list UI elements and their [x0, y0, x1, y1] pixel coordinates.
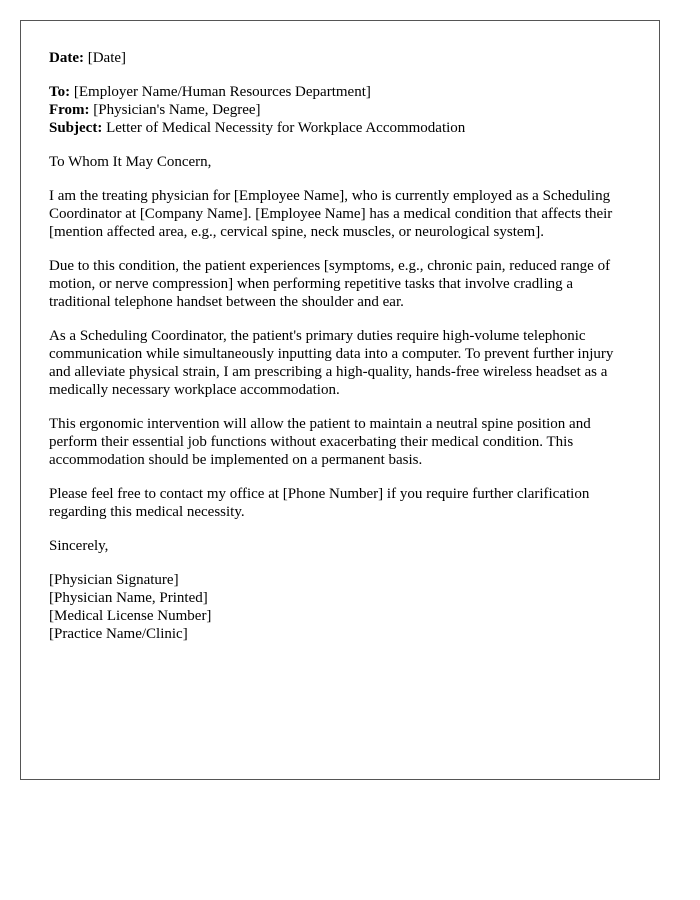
signature-block: [49, 571, 631, 643]
paragraph-duties: As a Scheduling Coordinator, the patient's primary duties require high-volume telephonic communication while simultaneously inputting data into a computer. To prevent further injury and alleviate physical strain, I am prescribing a high-quality, hands-free wireless headset as a medically necessary workplace accommodation.: [49, 328, 614, 398]
subject-label: Subject:: [49, 120, 103, 136]
paragraph-intervention: This ergonomic intervention will allow the patient to maintain a neutral spine position and perform their essential job functions without exacerbating their medical condition. This accommodation should be implemented on a permanent basis.: [49, 416, 591, 468]
to-line: [49, 83, 631, 101]
date-line: [49, 49, 631, 67]
subject-line: [49, 119, 631, 137]
closing: Sincerely,: [49, 538, 109, 554]
practice-name-line: [Practice Name/Clinic]: [49, 626, 188, 642]
address-block: [49, 83, 631, 137]
from-value: [Physician's Name, Degree]: [93, 102, 261, 118]
signature-line: [Physician Signature]: [49, 572, 179, 588]
subject-value: Letter of Medical Necessity for Workplace Accommodation: [106, 120, 466, 136]
date-block: [49, 49, 631, 67]
to-label: To:: [49, 84, 71, 100]
date-label: Date:: [49, 50, 84, 66]
from-line: [49, 101, 631, 119]
license-number-line: [Medical License Number]: [49, 608, 212, 624]
paragraph-physician-intro: I am the treating physician for [Employee Name], who is currently employed as a Scheduling Coordinator at [Company Name]. [Employee Name] has a medical condition that affects their [mention affected area, e.g., cervical spine, neck muscles, or neurological system].: [49, 188, 613, 240]
paragraph-contact: Please feel free to contact my office at [Phone Number] if you require further clarification regarding this medical necessity.: [49, 486, 590, 520]
salutation: To Whom It May Concern,: [49, 154, 212, 170]
to-value: [Employer Name/Human Resources Department]: [73, 84, 371, 100]
letter-document: [20, 20, 660, 780]
from-label: From:: [49, 102, 90, 118]
printed-name-line: [Physician Name, Printed]: [49, 590, 208, 606]
date-value: [Date]: [87, 50, 127, 66]
paragraph-symptoms: Due to this condition, the patient experiences [symptoms, e.g., chronic pain, reduced range of motion, or nerve compression] when performing repetitive tasks that involve cradling a traditional telephone handset between the shoulder and ear.: [49, 258, 611, 310]
